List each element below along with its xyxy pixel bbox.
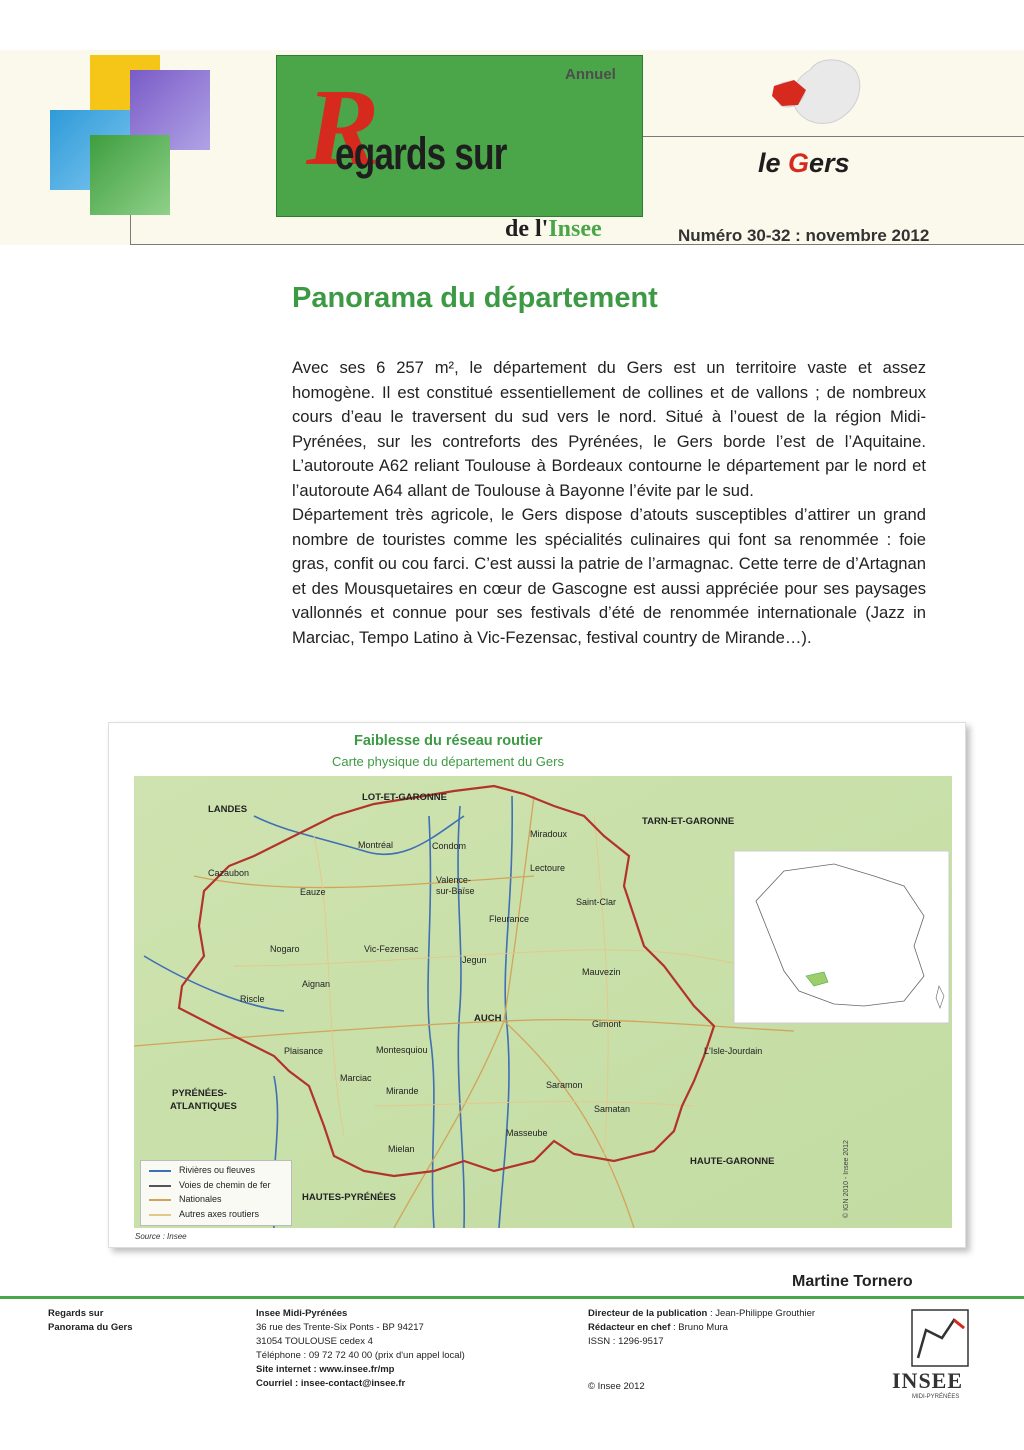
- map-label-dept: HAUTE-GARONNE: [690, 1156, 775, 1167]
- map-label-town: Eauze: [300, 887, 326, 897]
- map-credit: © IGN 2010 - Insee 2012: [843, 1140, 850, 1218]
- masthead-de-linsee: de l'Insee: [505, 216, 602, 242]
- map-source: Source : Insee: [135, 1232, 187, 1241]
- issue-number: Numéro 30-32 : novembre 2012: [678, 226, 930, 245]
- footer-col-1: Regards sur Panorama du Gers: [48, 1308, 133, 1333]
- map-label-dept: HAUTES-PYRÉNÉES: [302, 1192, 396, 1203]
- insee-wordmark-sub: MIDI-PYRÉNÉES: [912, 1394, 960, 1400]
- map-label-town: Condom: [432, 841, 467, 851]
- map-label-town: Fleurance: [489, 914, 530, 924]
- map-label-town: Montesquiou: [376, 1045, 428, 1055]
- legend-item: Nationales: [149, 1194, 222, 1204]
- map-label-town: Masseube: [506, 1128, 548, 1138]
- footer-copyright: © Insee 2012: [588, 1381, 645, 1392]
- map-label-town: Saramon: [546, 1080, 583, 1090]
- map-label-dept: ATLANTIQUES: [170, 1101, 237, 1112]
- map-label-town: Aignan: [302, 979, 331, 989]
- map-label-town: Gimont: [592, 1019, 622, 1029]
- map-label-dept: TARN-ET-GARONNE: [642, 816, 735, 827]
- masthead-title: egards sur: [335, 128, 507, 179]
- header-mid-rule: [640, 136, 1024, 137]
- masthead-annuel: Annuel: [565, 66, 616, 83]
- article-paragraph: Avec ses 6 257 m², le département du Gers est un territoire vaste et assez homogène. Il est constitué essentiellement de collines et de vallons ; de nombreux cours d’eau le traversent du sud vers le nord. Situé à l’ouest de la région Midi-Pyrénées, sur les contreforts des Pyrénées, le Gers borde l’est de l’Aquitaine. L’autoroute A62 reliant Toulouse à Bordeaux contourne le département par le nord et l’autoroute A64 allant de Toulouse à Bayonne l’évite par le sud.: [292, 358, 926, 500]
- map-label-town: Lectoure: [530, 863, 566, 873]
- author-name: Martine Tornero: [792, 1273, 913, 1290]
- article-title: Panorama du département: [292, 282, 658, 314]
- legend-item: Rivières ou fleuves: [149, 1165, 255, 1175]
- map-label-town: Montréal: [358, 840, 394, 850]
- legend-item: Voies de chemin de fer: [149, 1180, 271, 1190]
- map-label-town: Mirande: [386, 1086, 419, 1096]
- map-label-town: sur-Baïse: [436, 886, 475, 896]
- map-label-town: L'Isle-Jourdain: [704, 1046, 763, 1056]
- footer-rule: [0, 1296, 1024, 1299]
- map-label-town: Marciac: [340, 1073, 372, 1083]
- article-body: [292, 356, 926, 650]
- footer-col-3: Directeur de la publication : Jean-Philippe Grouthier Rédacteur en chef : Bruno Mura ISSN : 1296-9517: [588, 1308, 816, 1347]
- map-label-town: Mielan: [388, 1144, 415, 1154]
- email-link[interactable]: Courriel : insee-contact@insee.fr: [256, 1378, 406, 1389]
- insee-wordmark: INSEE: [892, 1368, 964, 1393]
- map-label-town: Miradoux: [530, 829, 568, 839]
- france-region-icon: [760, 50, 870, 132]
- map-label-town: Nogaro: [270, 944, 300, 954]
- map-title: Faiblesse du réseau routier: [354, 733, 543, 749]
- map-label-town: Riscle: [240, 994, 265, 1004]
- footer-col-2: Insee Midi-Pyrénées 36 rue des Trente-Six Ponts - BP 94217 31054 TOULOUSE cedex 4 Téléphone : 09 72 72 40 00 (prix d'un appel local) Site internet : www.insee.fr/mp Courriel : insee-contact@insee.fr: [256, 1308, 465, 1389]
- map-label-town: Cazaubon: [208, 868, 250, 878]
- map-label-town: Saint-Clar: [576, 897, 617, 907]
- map-label-town: Plaisance: [284, 1046, 324, 1056]
- map-label-town: Jegun: [462, 955, 487, 965]
- map-subtitle: Carte physique du département du Gers: [332, 754, 564, 769]
- article-paragraph: Département très agricole, le Gers dispose d’atouts susceptibles d’attirer un grand nombre de touristes comme les spécialités culinaires qui font sa renommée : foie gras, confit ou cou farci. C’est aussi la patrie de l’armagnac. Cette terre de d’Artagnan et des Mousquetaires en cœur de Gascogne est aussi appréciée pour ses paysages vallonnés et connue pour ses festivals d’été de renommée internationale (Jazz in Marciac, Tempo Latino à Vic-Fezensac, festival country de Mirande…).: [292, 505, 926, 647]
- map-label-town: Samatan: [594, 1104, 631, 1114]
- map-label-town: Valence-: [436, 875, 471, 885]
- map-label-town: Vic-Fezensac: [364, 944, 419, 954]
- masthead-big-r: R: [306, 66, 380, 188]
- legend-item: Autres axes routiers: [149, 1209, 259, 1219]
- map-label-dept: LANDES: [208, 804, 248, 815]
- department-name: le Gers: [758, 148, 850, 178]
- map-label-dept: LOT-ET-GARONNE: [362, 792, 447, 803]
- map-label-dept: PYRÉNÉES-: [172, 1088, 227, 1099]
- map-legend: [140, 1160, 292, 1226]
- website-link[interactable]: Site internet : www.insee.fr/mp: [256, 1364, 395, 1375]
- map-label-capital: AUCH: [474, 1013, 502, 1024]
- map-label-town: Mauvezin: [582, 967, 621, 977]
